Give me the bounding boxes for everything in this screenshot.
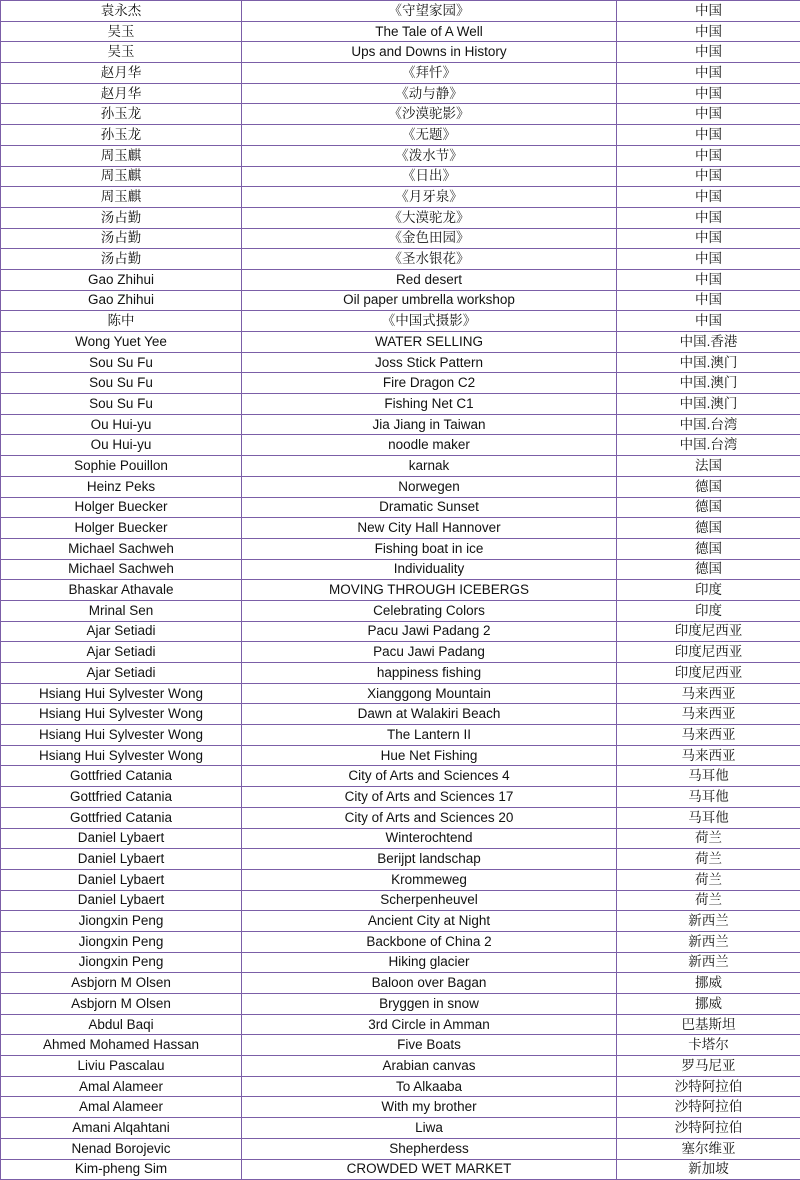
author-cell: Hsiang Hui Sylvester Wong — [1, 704, 242, 725]
title-cell: noodle maker — [242, 435, 617, 456]
author-cell: 陈中 — [1, 311, 242, 332]
author-cell: 吴玉 — [1, 42, 242, 63]
country-cell: 中国 — [617, 21, 800, 42]
author-cell: Jiongxin Peng — [1, 952, 242, 973]
title-cell: The Lantern II — [242, 725, 617, 746]
author-cell: Daniel Lybaert — [1, 828, 242, 849]
country-cell: 新西兰 — [617, 911, 800, 932]
author-cell: Ajar Setiadi — [1, 642, 242, 663]
author-cell: Hsiang Hui Sylvester Wong — [1, 683, 242, 704]
title-cell: 《金色田园》 — [242, 228, 617, 249]
table-row — [1, 600, 800, 621]
country-cell: 马耳他 — [617, 787, 800, 808]
author-cell: Jiongxin Peng — [1, 931, 242, 952]
table-row — [1, 663, 800, 684]
country-cell: 马来西亚 — [617, 745, 800, 766]
title-cell: WATER SELLING — [242, 332, 617, 353]
title-cell: Joss Stick Pattern — [242, 352, 617, 373]
title-cell: The Tale of A Well — [242, 21, 617, 42]
country-cell: 中国 — [617, 145, 800, 166]
title-cell: To Alkaaba — [242, 1076, 617, 1097]
author-cell: 汤占勤 — [1, 207, 242, 228]
country-cell: 中国 — [617, 249, 800, 270]
title-cell: Hue Net Fishing — [242, 745, 617, 766]
country-cell: 新西兰 — [617, 952, 800, 973]
country-cell: 沙特阿拉伯 — [617, 1076, 800, 1097]
title-cell: Ups and Downs in History — [242, 42, 617, 63]
table-row — [1, 1076, 800, 1097]
table-row — [1, 414, 800, 435]
title-cell: Jia Jiang in Taiwan — [242, 414, 617, 435]
country-cell: 沙特阿拉伯 — [617, 1097, 800, 1118]
country-cell: 新加坡 — [617, 1159, 800, 1180]
title-cell: Baloon over Bagan — [242, 973, 617, 994]
author-cell: 赵月华 — [1, 83, 242, 104]
author-cell: Daniel Lybaert — [1, 869, 242, 890]
country-cell: 中国 — [617, 63, 800, 84]
title-cell: 《中国式摄影》 — [242, 311, 617, 332]
title-cell: Fishing Net C1 — [242, 394, 617, 415]
table-row — [1, 1138, 800, 1159]
author-cell: Ahmed Mohamed Hassan — [1, 1035, 242, 1056]
author-cell: Hsiang Hui Sylvester Wong — [1, 745, 242, 766]
table-row — [1, 787, 800, 808]
table-row — [1, 1118, 800, 1139]
table-row — [1, 435, 800, 456]
table-row — [1, 125, 800, 146]
table-row — [1, 476, 800, 497]
table-row — [1, 766, 800, 787]
country-cell: 德国 — [617, 476, 800, 497]
country-cell: 中国 — [617, 42, 800, 63]
title-cell: 《日出》 — [242, 166, 617, 187]
title-cell: Pacu Jawi Padang 2 — [242, 621, 617, 642]
table-row — [1, 352, 800, 373]
table-row — [1, 228, 800, 249]
title-cell: happiness fishing — [242, 663, 617, 684]
title-cell: Krommeweg — [242, 869, 617, 890]
author-cell: 赵月华 — [1, 63, 242, 84]
title-cell: 《圣水银花》 — [242, 249, 617, 270]
table-row — [1, 869, 800, 890]
table-row — [1, 994, 800, 1015]
country-cell: 中国.香港 — [617, 332, 800, 353]
country-cell: 新西兰 — [617, 931, 800, 952]
title-cell: Pacu Jawi Padang — [242, 642, 617, 663]
country-cell: 中国 — [617, 269, 800, 290]
author-cell: Gottfried Catania — [1, 787, 242, 808]
author-cell: Sophie Pouillon — [1, 456, 242, 477]
title-cell: karnak — [242, 456, 617, 477]
title-cell: 《月牙泉》 — [242, 187, 617, 208]
title-cell: 《泼水节》 — [242, 145, 617, 166]
country-cell: 中国.台湾 — [617, 435, 800, 456]
author-cell: Gottfried Catania — [1, 807, 242, 828]
title-cell: Bryggen in snow — [242, 994, 617, 1015]
title-cell: Dawn at Walakiri Beach — [242, 704, 617, 725]
country-cell: 中国.澳门 — [617, 373, 800, 394]
author-cell: Nenad Borojevic — [1, 1138, 242, 1159]
author-cell: Holger Buecker — [1, 518, 242, 539]
author-cell: Amani Alqahtani — [1, 1118, 242, 1139]
author-cell: 周玉麒 — [1, 187, 242, 208]
title-cell: 《守望家园》 — [242, 1, 617, 22]
table-row — [1, 704, 800, 725]
author-cell: Gao Zhihui — [1, 269, 242, 290]
country-cell: 中国.台湾 — [617, 414, 800, 435]
table-row — [1, 1097, 800, 1118]
table-row — [1, 249, 800, 270]
table-row — [1, 518, 800, 539]
title-cell: City of Arts and Sciences 20 — [242, 807, 617, 828]
country-cell: 法国 — [617, 456, 800, 477]
country-cell: 塞尔维亚 — [617, 1138, 800, 1159]
table-row — [1, 456, 800, 477]
title-cell: 《大漠驼龙》 — [242, 207, 617, 228]
table-row — [1, 104, 800, 125]
author-cell: 孙玉龙 — [1, 104, 242, 125]
country-cell: 中国 — [617, 104, 800, 125]
table-row — [1, 725, 800, 746]
country-cell: 德国 — [617, 518, 800, 539]
title-cell: New City Hall Hannover — [242, 518, 617, 539]
author-cell: Michael Sachweh — [1, 538, 242, 559]
table-row — [1, 497, 800, 518]
table-row — [1, 290, 800, 311]
author-cell: 汤占勤 — [1, 228, 242, 249]
table-row — [1, 187, 800, 208]
country-cell: 中国 — [617, 290, 800, 311]
title-cell: Norwegen — [242, 476, 617, 497]
table-row — [1, 1, 800, 22]
author-cell: Amal Alameer — [1, 1076, 242, 1097]
country-cell: 马来西亚 — [617, 725, 800, 746]
author-cell: Mrinal Sen — [1, 600, 242, 621]
country-cell: 马来西亚 — [617, 704, 800, 725]
title-cell: Individuality — [242, 559, 617, 580]
country-cell: 荷兰 — [617, 828, 800, 849]
title-cell: Red desert — [242, 269, 617, 290]
title-cell: Backbone of China 2 — [242, 931, 617, 952]
title-cell: Fishing boat in ice — [242, 538, 617, 559]
table-row — [1, 269, 800, 290]
author-cell: Sou Su Fu — [1, 352, 242, 373]
title-cell: City of Arts and Sciences 17 — [242, 787, 617, 808]
title-cell: Oil paper umbrella workshop — [242, 290, 617, 311]
author-cell: Sou Su Fu — [1, 373, 242, 394]
author-cell: Heinz Peks — [1, 476, 242, 497]
entries-table-body — [1, 1, 800, 1180]
country-cell: 罗马尼亚 — [617, 1056, 800, 1077]
table-row — [1, 745, 800, 766]
table-row — [1, 1035, 800, 1056]
author-cell: Sou Su Fu — [1, 394, 242, 415]
country-cell: 印度尼西亚 — [617, 642, 800, 663]
country-cell: 中国 — [617, 125, 800, 146]
table-row — [1, 145, 800, 166]
country-cell: 中国 — [617, 1, 800, 22]
country-cell: 中国 — [617, 166, 800, 187]
table-row — [1, 373, 800, 394]
country-cell: 沙特阿拉伯 — [617, 1118, 800, 1139]
author-cell: Ajar Setiadi — [1, 621, 242, 642]
title-cell: Fire Dragon C2 — [242, 373, 617, 394]
table-row — [1, 83, 800, 104]
country-cell: 印度尼西亚 — [617, 621, 800, 642]
table-row — [1, 207, 800, 228]
country-cell: 挪威 — [617, 973, 800, 994]
author-cell: 汤占勤 — [1, 249, 242, 270]
country-cell: 中国.澳门 — [617, 394, 800, 415]
author-cell: Holger Buecker — [1, 497, 242, 518]
title-cell: 《动与静》 — [242, 83, 617, 104]
country-cell: 荷兰 — [617, 849, 800, 870]
table-row — [1, 1159, 800, 1180]
author-cell: Michael Sachweh — [1, 559, 242, 580]
country-cell: 中国.澳门 — [617, 352, 800, 373]
title-cell: Arabian canvas — [242, 1056, 617, 1077]
title-cell: 《沙漠驼影》 — [242, 104, 617, 125]
table-row — [1, 642, 800, 663]
author-cell: Liviu Pascalau — [1, 1056, 242, 1077]
title-cell: City of Arts and Sciences 4 — [242, 766, 617, 787]
title-cell: With my brother — [242, 1097, 617, 1118]
author-cell: Amal Alameer — [1, 1097, 242, 1118]
country-cell: 中国 — [617, 311, 800, 332]
title-cell: Ancient City at Night — [242, 911, 617, 932]
author-cell: Ajar Setiadi — [1, 663, 242, 684]
table-row — [1, 332, 800, 353]
country-cell: 印度 — [617, 580, 800, 601]
table-row — [1, 311, 800, 332]
author-cell: Asbjorn M Olsen — [1, 994, 242, 1015]
author-cell: Ou Hui-yu — [1, 414, 242, 435]
author-cell: Jiongxin Peng — [1, 911, 242, 932]
table-row — [1, 63, 800, 84]
country-cell: 挪威 — [617, 994, 800, 1015]
table-row — [1, 538, 800, 559]
table-row — [1, 21, 800, 42]
table-row — [1, 1014, 800, 1035]
title-cell: Scherpenheuvel — [242, 890, 617, 911]
table-row — [1, 973, 800, 994]
country-cell: 巴基斯坦 — [617, 1014, 800, 1035]
title-cell: 《无题》 — [242, 125, 617, 146]
author-cell: 袁永杰 — [1, 1, 242, 22]
title-cell: 《拜忏》 — [242, 63, 617, 84]
author-cell: Bhaskar Athavale — [1, 580, 242, 601]
table-row — [1, 683, 800, 704]
author-cell: Gottfried Catania — [1, 766, 242, 787]
table-row — [1, 911, 800, 932]
table-row — [1, 931, 800, 952]
country-cell: 荷兰 — [617, 869, 800, 890]
title-cell: Liwa — [242, 1118, 617, 1139]
country-cell: 中国 — [617, 187, 800, 208]
title-cell: Hiking glacier — [242, 952, 617, 973]
table-row — [1, 1056, 800, 1077]
title-cell: Shepherdess — [242, 1138, 617, 1159]
country-cell: 印度 — [617, 600, 800, 621]
country-cell: 德国 — [617, 559, 800, 580]
table-row — [1, 394, 800, 415]
table-row — [1, 849, 800, 870]
author-cell: Hsiang Hui Sylvester Wong — [1, 725, 242, 746]
author-cell: Wong Yuet Yee — [1, 332, 242, 353]
author-cell: Gao Zhihui — [1, 290, 242, 311]
country-cell: 德国 — [617, 497, 800, 518]
country-cell: 德国 — [617, 538, 800, 559]
country-cell: 卡塔尔 — [617, 1035, 800, 1056]
title-cell: Five Boats — [242, 1035, 617, 1056]
table-row — [1, 807, 800, 828]
table-row — [1, 890, 800, 911]
author-cell: Asbjorn M Olsen — [1, 973, 242, 994]
country-cell: 马来西亚 — [617, 683, 800, 704]
author-cell: 孙玉龙 — [1, 125, 242, 146]
title-cell: Celebrating Colors — [242, 600, 617, 621]
country-cell: 荷兰 — [617, 890, 800, 911]
title-cell: Berijpt landschap — [242, 849, 617, 870]
title-cell: MOVING THROUGH ICEBERGS — [242, 580, 617, 601]
author-cell: Ou Hui-yu — [1, 435, 242, 456]
table-row — [1, 621, 800, 642]
table-row — [1, 166, 800, 187]
author-cell: 吴玉 — [1, 21, 242, 42]
author-cell: Daniel Lybaert — [1, 890, 242, 911]
title-cell: Dramatic Sunset — [242, 497, 617, 518]
author-cell: Kim-pheng Sim — [1, 1159, 242, 1180]
table-row — [1, 952, 800, 973]
title-cell: 3rd Circle in Amman — [242, 1014, 617, 1035]
country-cell: 中国 — [617, 83, 800, 104]
table-row — [1, 559, 800, 580]
table-row — [1, 580, 800, 601]
title-cell: Winterochtend — [242, 828, 617, 849]
table-row — [1, 828, 800, 849]
author-cell: Abdul Baqi — [1, 1014, 242, 1035]
author-cell: Daniel Lybaert — [1, 849, 242, 870]
country-cell: 印度尼西亚 — [617, 663, 800, 684]
country-cell: 马耳他 — [617, 807, 800, 828]
country-cell: 中国 — [617, 228, 800, 249]
author-cell: 周玉麒 — [1, 145, 242, 166]
table-row — [1, 42, 800, 63]
country-cell: 马耳他 — [617, 766, 800, 787]
title-cell: CROWDED WET MARKET — [242, 1159, 617, 1180]
country-cell: 中国 — [617, 207, 800, 228]
author-cell: 周玉麒 — [1, 166, 242, 187]
title-cell: Xianggong Mountain — [242, 683, 617, 704]
